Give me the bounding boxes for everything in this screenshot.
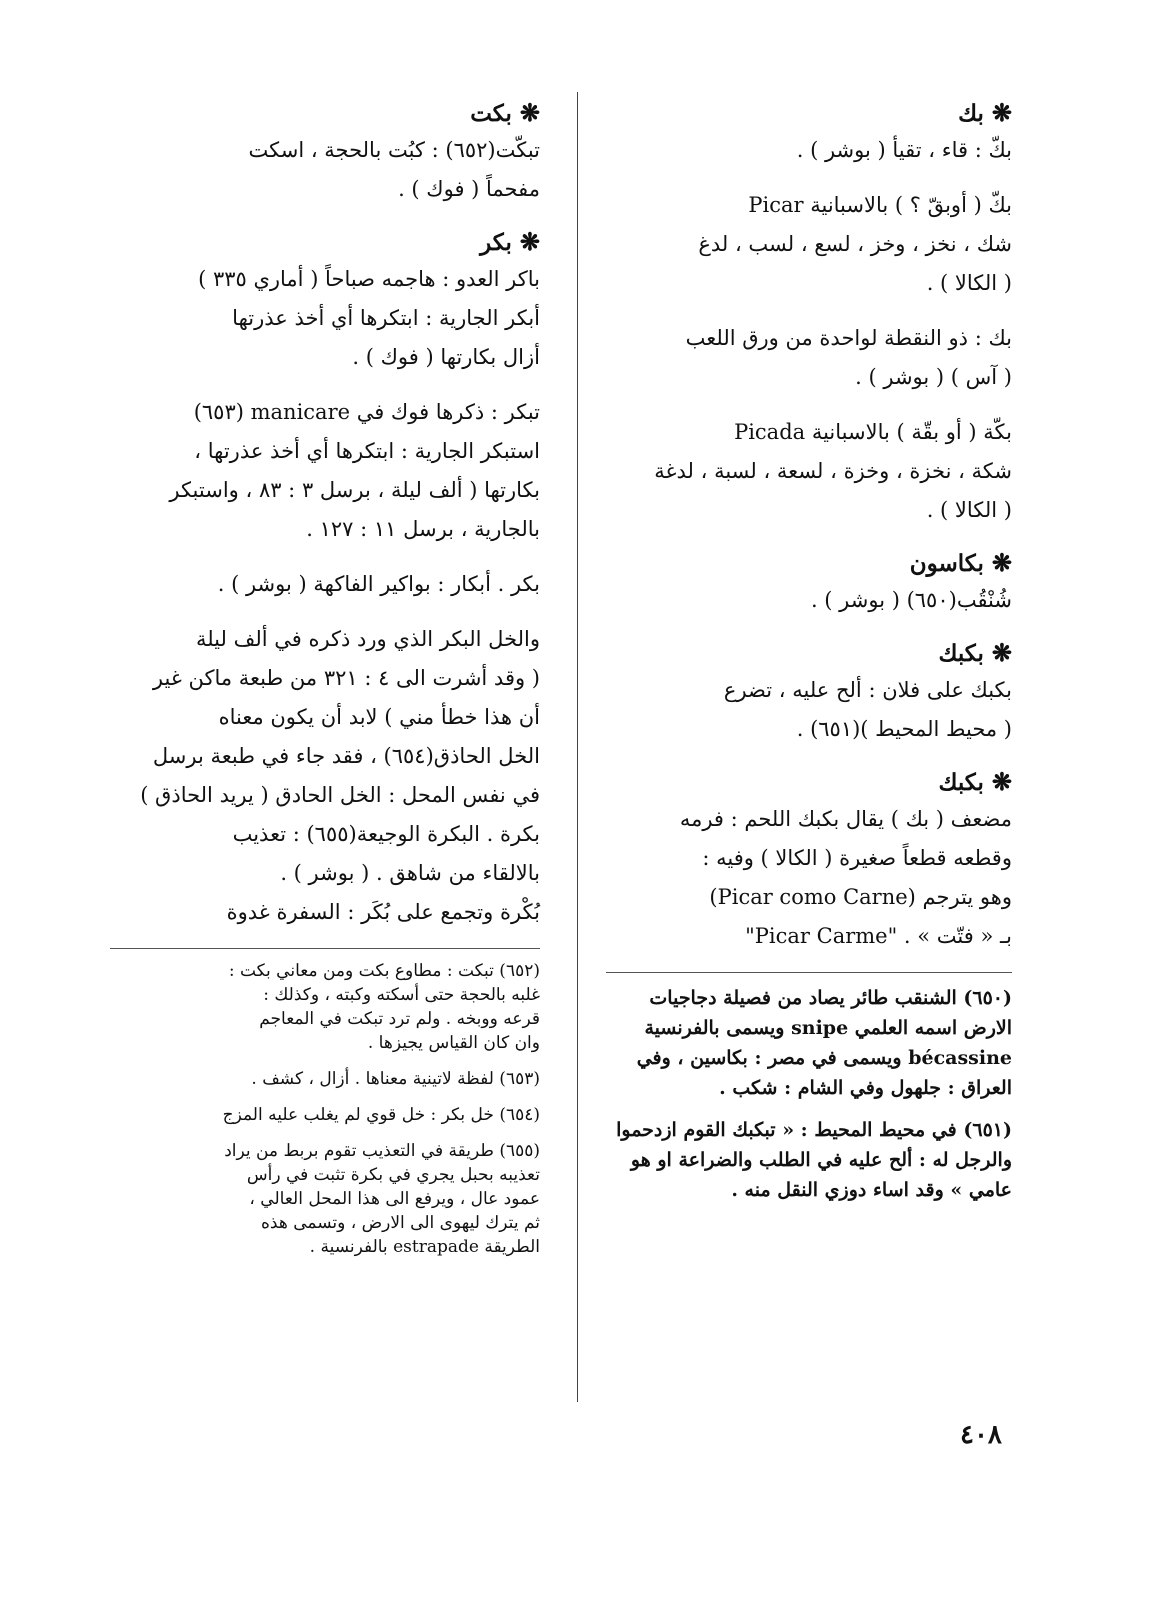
entry-line: ( وقد أشرت الى ٤ : ٣٢١ من طبعة ماكن غير xyxy=(152,666,540,690)
entry-bk-2 xyxy=(606,186,1012,303)
asterisk-icon: ❋ xyxy=(519,227,540,256)
entry-head: ❋بكاسون xyxy=(909,548,1012,577)
footnote: تعذيبه بحبل يجري في بكرة تثبت في رأس xyxy=(246,1165,540,1185)
footnote: (٦٥٥) طريقة في التعذيب تقوم بربط من يراد xyxy=(224,1141,540,1161)
entry-line: بكر . أبكار : بواكير الفاكهة ( بوشر ) . xyxy=(217,572,540,596)
footnote: غلبه بالحجة حتى أسكته وكبته ، وكذلك : xyxy=(263,985,540,1005)
asterisk-icon: ❋ xyxy=(991,767,1012,796)
entry-line: أبكر الجارية : ابتكرها أي أخذ عذرتها xyxy=(232,306,540,330)
entry-khall-bikr xyxy=(110,620,540,932)
entry-bakat xyxy=(110,96,540,209)
footnote-separator xyxy=(606,972,1012,973)
footnote: (٦٥٤) خل بكر : خل قوي لم يغلب عليه المزج xyxy=(222,1105,540,1125)
asterisk-icon: ❋ xyxy=(991,638,1012,667)
entry-bikr xyxy=(110,565,540,604)
footnote: عمود عال ، ويرفع الى هذا المحل العالي ، xyxy=(249,1189,540,1209)
entry-bakbak-2 xyxy=(606,765,1012,956)
footnote: الطريقة estrapade بالفرنسية . xyxy=(309,1237,540,1257)
footnote: (٦٥٢) تبكت : مطاوع بكت ومن معاني بكت : xyxy=(228,961,540,981)
entry-bakar xyxy=(110,225,540,377)
column-divider xyxy=(577,92,578,1402)
entry-line: بكّ : قاء ، تقيأ ( بوشر ) . xyxy=(796,138,1012,162)
entry-line: ( الكالا ) . xyxy=(926,271,1012,295)
entry-line: بالجارية ، برسل ١١ : ١٢٧ . xyxy=(306,517,540,541)
entry-line: تبكّت(٦٥٢) : كبُت بالحجة ، اسكت xyxy=(248,138,540,162)
entry-line: بُكْرة وتجمع على بُكَر : السفرة غدوة xyxy=(226,900,540,924)
entry-line: مضعف ( بك ) يقال بكبك اللحم : فرمه xyxy=(679,807,1012,831)
footnotes-right xyxy=(606,983,1012,1205)
entry-bk xyxy=(606,96,1012,170)
entry-line: أزال بكارتها ( فوك ) . xyxy=(352,345,540,369)
entry-line: بكبك على فلان : ألح عليه ، تضرع xyxy=(723,678,1012,702)
entry-line: شُنْقُب(٦٥٠) ( بوشر ) . xyxy=(810,588,1012,612)
entry-line: وهو يترجم (Picar como Carne) xyxy=(709,885,1012,909)
footnote: (٦٥٠) الشنقب طائر يصاد من فصيلة دجاجيات الارض اسمه العلمي snipe ويسمى بالفرنسية bécassine ويسمى في مصر : بكاسين ، وفي العراق : جلهول وفي الشام : شكب . xyxy=(636,987,1012,1099)
entry-line: شكة ، نخزة ، وخزة ، لسعة ، لسبة ، لدغة xyxy=(654,459,1012,483)
entry-line: والخل البكر الذي ورد ذكره في ألف ليلة xyxy=(195,627,540,651)
asterisk-icon: ❋ xyxy=(991,548,1012,577)
entry-line: بكرة . البكرة الوجيعة(٦٥٥) : تعذيب xyxy=(232,822,540,846)
footnote: وان كان القياس يجيزها . xyxy=(367,1033,540,1053)
footnote-separator xyxy=(110,948,540,949)
entry-line: أن هذا خطأ مني ) لابد أن يكون معناه xyxy=(218,705,540,729)
entry-head: ❋بكر xyxy=(480,227,540,256)
entry-line: ( محيط المحيط )(٦٥١) . xyxy=(796,717,1012,741)
entry-line: بـ « فتّت » . "Picar Carme" xyxy=(745,924,1012,948)
asterisk-icon: ❋ xyxy=(991,98,1012,127)
entry-bakbak xyxy=(606,636,1012,749)
entry-tabakkar xyxy=(110,393,540,549)
entry-bakka xyxy=(606,413,1012,530)
footnote: قرعه ووبخه . ولم ترد تبكت في المعاجم xyxy=(259,1009,540,1029)
entry-head: ❋بكبك xyxy=(938,767,1012,796)
left-column xyxy=(110,96,540,1271)
entry-line: وقطعه قطعاً صغيرة ( الكالا ) وفيه : xyxy=(702,846,1012,870)
entry-line: ( الكالا ) . xyxy=(926,498,1012,522)
page-number: ٤٠٨ xyxy=(960,1420,1002,1450)
entry-head: ❋بكت xyxy=(470,98,540,127)
entry-line: بكارتها ( ألف ليلة ، برسل ٣ : ٨٣ ، واستبكر xyxy=(169,478,540,502)
entry-head: ❋بك xyxy=(958,98,1012,127)
footnote: ثم يترك ليهوى الى الارض ، وتسمى هذه xyxy=(261,1213,540,1233)
entry-line: تبكر : ذكرها فوك في manicare (٦٥٣) xyxy=(193,400,540,424)
right-column xyxy=(606,96,1012,1217)
entry-line: في نفس المحل : الخل الحادق ( يريد الحاذق ) xyxy=(140,783,540,807)
entry-line: استبكر الجارية : ابتكرها أي أخذ عذرتها ، xyxy=(194,439,540,463)
entry-line: الخل الحاذق(٦٥٤) ، فقد جاء في طبعة برسل xyxy=(152,744,540,768)
entry-bakasun xyxy=(606,546,1012,620)
entry-bk-3 xyxy=(606,319,1012,397)
footnote: (٦٥٣) لفظة لاتينية معناها . أزال ، كشف . xyxy=(251,1069,540,1089)
entry-line: ( آس ) ( بوشر ) . xyxy=(855,365,1012,389)
footnotes-left xyxy=(110,959,540,1259)
entry-line: بك : ذو النقطة لواحدة من ورق اللعب xyxy=(685,326,1012,350)
entry-line: مفحماً ( فوك ) . xyxy=(398,177,540,201)
entry-line: بكّ ( أوبقّ ؟ ) بالاسبانية Picar xyxy=(748,193,1012,217)
entry-line: باكر العدو : هاجمه صباحاً ( أماري ٣٣٥ ) xyxy=(198,267,540,291)
entry-line: بالالقاء من شاهق . ( بوشر ) . xyxy=(280,861,540,885)
entry-line: شك ، نخز ، وخز ، لسع ، لسب ، لدغ xyxy=(698,232,1012,256)
entry-head: ❋بكبك xyxy=(938,638,1012,667)
entry-line: بكّة ( أو بقّة ) بالاسبانية Picada xyxy=(734,420,1012,444)
asterisk-icon: ❋ xyxy=(519,98,540,127)
footnote: (٦٥١) في محيط المحيط : « تبكبك القوم ازدحموا والرجل له : ألح عليه في الطلب والضراعة او هو عامي » وقد اساء دوزي النقل منه . xyxy=(616,1119,1012,1201)
